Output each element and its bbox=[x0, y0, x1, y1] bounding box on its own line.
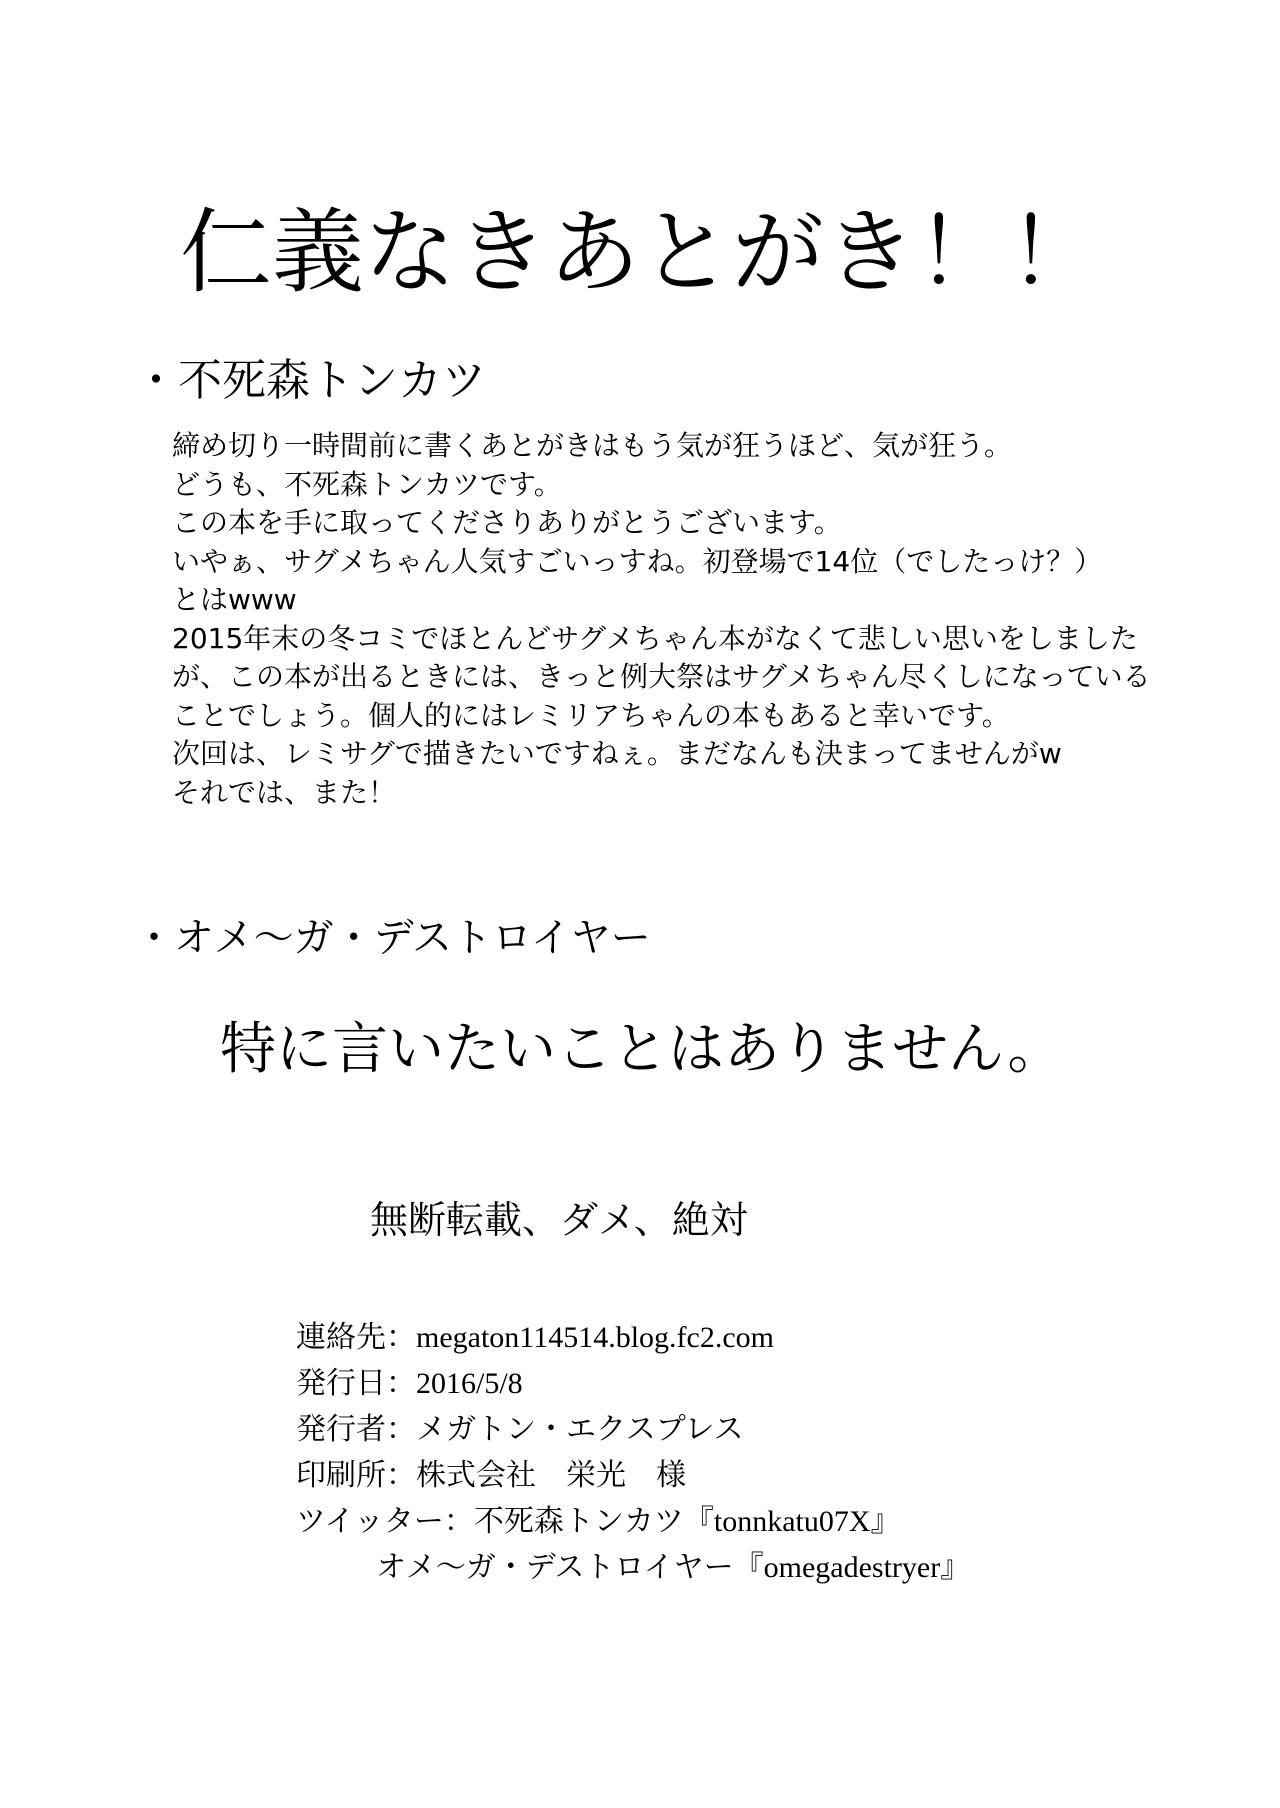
text-line: いやぁ、サグメちゃん人気すごいっすね。初登場で14位（でしたっけ？） bbox=[172, 544, 1103, 578]
colophon-twitter-row-2 bbox=[296, 1545, 970, 1591]
printer-name: 株式会社 栄光 様 bbox=[416, 1458, 686, 1493]
text-line: ことでしょう。個人的にはレミリアちゃんの本もあると幸いです。 bbox=[172, 698, 1010, 732]
tonkatsu-afterword-text bbox=[172, 427, 1222, 812]
text-line: 締め切り一時間前に書くあとがきはもう気が狂うほど、気が狂う。 bbox=[172, 429, 1013, 462]
no-reprint-notice: 無断転載、ダメ、絶対 bbox=[370, 1198, 748, 1242]
twitter-author-2: オメ～ガ・デストロイヤー bbox=[376, 1550, 734, 1585]
contact-label: 連絡先： bbox=[296, 1320, 416, 1355]
colophon-twitter-row bbox=[296, 1499, 970, 1545]
text-line: 2015年末の冬コミでほとんどサグメちゃん本がなくて悲しい思いをしました bbox=[172, 621, 1138, 655]
twitter-label: ツイッター： bbox=[296, 1504, 474, 1539]
contact-url: megaton114514.blog.fc2.com bbox=[416, 1321, 774, 1354]
text-line: 次回は、レミサグで描きたいですねぇ。まだなんも決まってませんがw bbox=[172, 737, 1062, 770]
colophon-contact-row bbox=[296, 1315, 970, 1361]
section-heading-omega: ・オメ～ガ・デストロイヤー bbox=[134, 915, 651, 961]
omega-message: 特に言いたいことはありません。 bbox=[220, 1017, 1064, 1082]
colophon-date-row bbox=[296, 1361, 970, 1407]
text-line: が、この本が出るときには、きっと例大祭はサグメちゃん尽くしになっている bbox=[172, 660, 1151, 693]
page-title: 仁義なきあとがき！！ bbox=[180, 199, 1101, 306]
twitter-handle-2: 『omegadestryer』 bbox=[733, 1551, 971, 1584]
publisher-name: メガトン・エクスプレス bbox=[416, 1412, 744, 1447]
twitter-handle-1: 『tonnkatu07X』 bbox=[683, 1505, 901, 1538]
section-heading-tonkatsu: ・不死森トンカツ bbox=[134, 355, 486, 406]
twitter-author-1: 不死森トンカツ bbox=[473, 1504, 684, 1539]
colophon-publisher-row bbox=[296, 1407, 970, 1453]
colophon-printer-row bbox=[296, 1453, 970, 1499]
text-line: それでは、また！ bbox=[172, 775, 397, 809]
text-line: この本を手に取ってくださりありがとうございます。 bbox=[172, 506, 842, 539]
colophon bbox=[296, 1315, 970, 1591]
text-line: とはwww bbox=[172, 583, 297, 616]
publisher-label: 発行者： bbox=[296, 1412, 416, 1447]
text-line: どうも、不死森トンカツです。 bbox=[172, 467, 562, 501]
date-label: 発行日： bbox=[296, 1366, 416, 1401]
printer-label: 印刷所： bbox=[296, 1458, 416, 1493]
publish-date: 2016/5/8 bbox=[416, 1367, 523, 1400]
